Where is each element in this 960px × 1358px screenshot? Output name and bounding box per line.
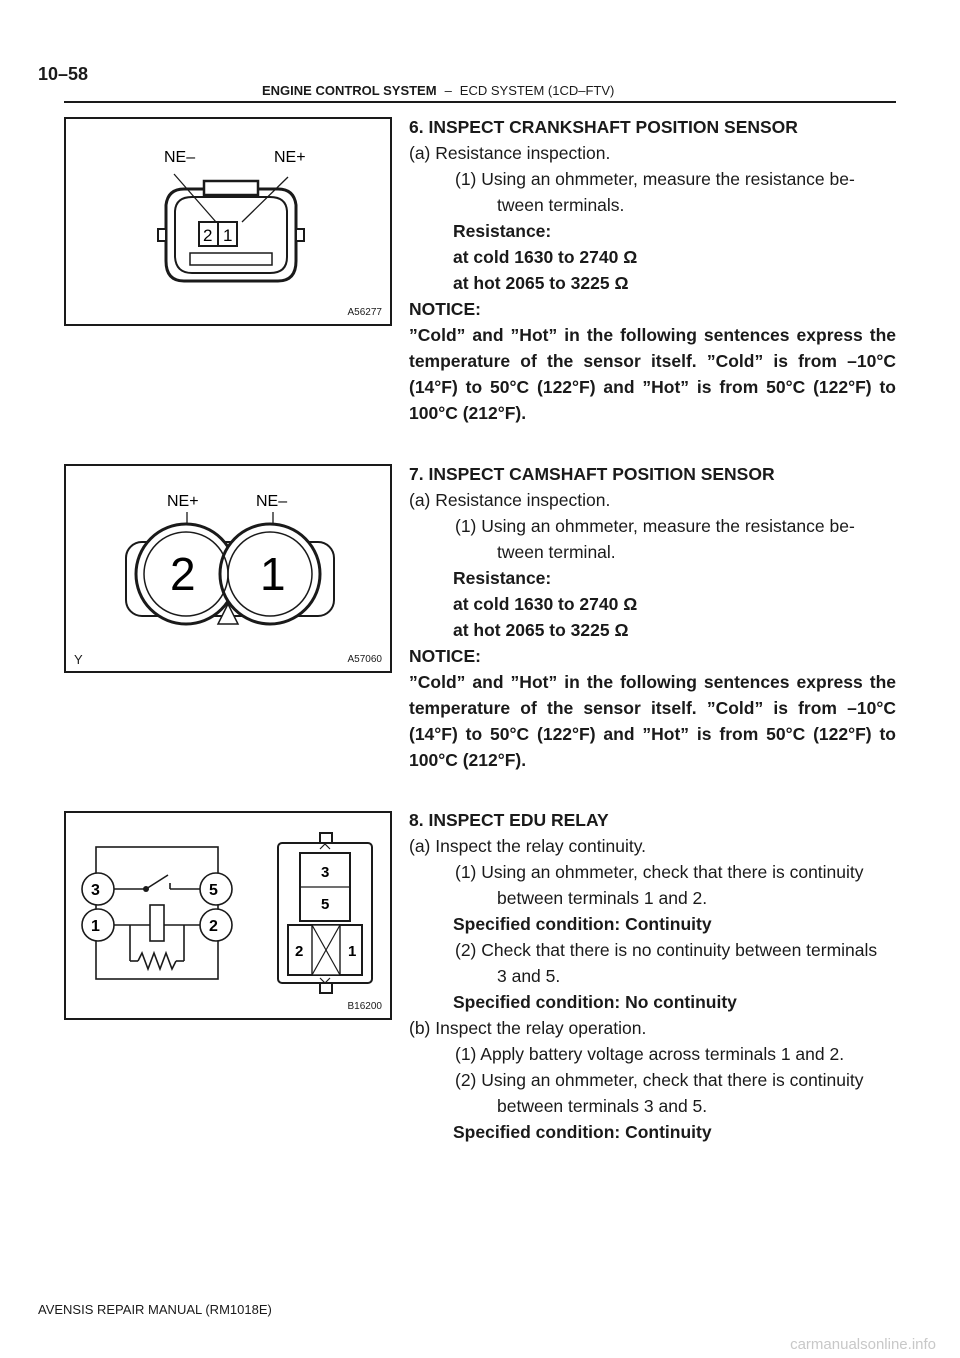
label-ne-plus: NE+ bbox=[167, 493, 199, 510]
crank-pin-2: 2 bbox=[203, 226, 213, 245]
header-section: ENGINE CONTROL SYSTEM bbox=[262, 83, 437, 98]
terminal-2: 2 bbox=[209, 918, 218, 935]
label-ne-minus: NE– bbox=[164, 149, 196, 166]
section-8-a1-line2: between terminals 1 and 2. bbox=[497, 888, 708, 908]
terminal-3: 3 bbox=[91, 882, 100, 899]
figure-crankshaft-sensor-connector bbox=[64, 117, 392, 326]
figure-marker-y: Y bbox=[74, 652, 83, 667]
section-6-step1-line1: (1) Using an ohmmeter, measure the resistance be- bbox=[455, 169, 855, 189]
box-label-1: 1 bbox=[348, 943, 357, 960]
section-8-edu-relay bbox=[409, 807, 896, 1145]
section-6-notice-line1: ”Cold” and ”Hot” in the following sentences express the bbox=[409, 325, 896, 345]
header-separator: – bbox=[444, 83, 452, 98]
figure-id-a56277: A56277 bbox=[347, 307, 382, 318]
section-7-hot-spec: at hot 2065 to 3225 Ω bbox=[453, 620, 629, 640]
section-7-step1-line1: (1) Using an ohmmeter, measure the resistance be- bbox=[455, 516, 855, 536]
section-7-notice-line4: 100°C (212°F). bbox=[409, 750, 527, 770]
section-7-notice-line2: temperature of the sensor itself. ”Cold” is from –10°C bbox=[409, 698, 896, 718]
edu-relay-drawing bbox=[66, 813, 390, 1018]
section-7-a: (a) Resistance inspection. bbox=[409, 490, 611, 510]
section-8-title: 8. INSPECT EDU RELAY bbox=[409, 810, 609, 830]
section-8-b1: (1) Apply battery voltage across terminals 1 and 2. bbox=[455, 1044, 845, 1064]
camshaft-connector-drawing bbox=[66, 466, 390, 671]
crankshaft-connector-drawing bbox=[66, 119, 390, 324]
terminal-5: 5 bbox=[209, 882, 218, 899]
section-8-a: (a) Inspect the relay continuity. bbox=[409, 836, 647, 856]
section-8-b2-spec: Specified condition: Continuity bbox=[453, 1122, 712, 1142]
box-label-5: 5 bbox=[321, 896, 330, 913]
section-8-a2-spec: Specified condition: No continuity bbox=[453, 992, 737, 1012]
section-7-notice-label: NOTICE: bbox=[409, 646, 481, 666]
section-6-notice-line2: temperature of the sensor itself. ”Cold” is from –10°C bbox=[409, 351, 896, 371]
section-7-notice-line3: (14°F) to 50°C (122°F) and ”Hot” is from 50°C (122°F) to bbox=[409, 724, 896, 744]
page-number: 10–58 bbox=[38, 64, 89, 84]
footer-manual-id: AVENSIS REPAIR MANUAL (RM1018E) bbox=[38, 1302, 272, 1317]
label-ne-plus: NE+ bbox=[274, 149, 306, 166]
running-header bbox=[262, 83, 614, 98]
section-7-resistance-label: Resistance: bbox=[453, 568, 552, 588]
section-8-b2-line1: (2) Using an ohmmeter, check that there is continuity bbox=[455, 1070, 864, 1090]
section-7-cold-spec: at cold 1630 to 2740 Ω bbox=[453, 594, 638, 614]
section-8-b: (b) Inspect the relay operation. bbox=[409, 1018, 647, 1038]
section-6-hot-spec: at hot 2065 to 3225 Ω bbox=[453, 273, 629, 293]
section-7-title: 7. INSPECT CAMSHAFT POSITION SENSOR bbox=[409, 464, 775, 484]
section-7-camshaft bbox=[409, 461, 896, 773]
section-6-notice-label: NOTICE: bbox=[409, 299, 481, 319]
section-7-step1-line2: tween terminal. bbox=[497, 542, 616, 562]
figure-id-a57060: A57060 bbox=[347, 654, 382, 665]
figure-edu-relay bbox=[64, 811, 392, 1020]
figure-id-b16200: B16200 bbox=[347, 1001, 382, 1012]
section-6-cold-spec: at cold 1630 to 2740 Ω bbox=[453, 247, 638, 267]
section-8-a2-line2: 3 and 5. bbox=[497, 966, 561, 986]
box-label-3: 3 bbox=[321, 864, 330, 881]
section-6-a: (a) Resistance inspection. bbox=[409, 143, 611, 163]
label-ne-minus: NE– bbox=[256, 493, 288, 510]
cam-pin-1: 1 bbox=[260, 548, 286, 600]
section-8-a1-spec: Specified condition: Continuity bbox=[453, 914, 712, 934]
section-6-title: 6. INSPECT CRANKSHAFT POSITION SENSOR bbox=[409, 117, 798, 137]
relay-contact-point bbox=[143, 886, 149, 892]
section-6-step1-line2: tween terminals. bbox=[497, 195, 625, 215]
section-8-b2-line2: between terminals 3 and 5. bbox=[497, 1096, 708, 1116]
section-6-notice-line3: (14°F) to 50°C (122°F) and ”Hot” is from 50°C (122°F) to bbox=[409, 377, 896, 397]
terminal-1: 1 bbox=[91, 918, 100, 935]
crank-pin-1: 1 bbox=[223, 226, 233, 245]
section-8-a2-line1: (2) Check that there is no continuity between terminals bbox=[455, 940, 878, 960]
watermark: carmanualsonline.info bbox=[790, 1336, 936, 1353]
header-rule bbox=[64, 101, 896, 103]
section-8-a1-line1: (1) Using an ohmmeter, check that there is continuity bbox=[455, 862, 864, 882]
section-7-notice-line1: ”Cold” and ”Hot” in the following sentences express the bbox=[409, 672, 896, 692]
figure-camshaft-sensor-connector bbox=[64, 464, 392, 673]
box-label-2: 2 bbox=[295, 943, 304, 960]
section-6-resistance-label: Resistance: bbox=[453, 221, 552, 241]
section-6-notice-line4: 100°C (212°F). bbox=[409, 403, 527, 423]
header-subsection: ECD SYSTEM (1CD–FTV) bbox=[459, 83, 615, 98]
section-6-crankshaft bbox=[409, 114, 896, 426]
cam-pin-2: 2 bbox=[170, 548, 196, 600]
